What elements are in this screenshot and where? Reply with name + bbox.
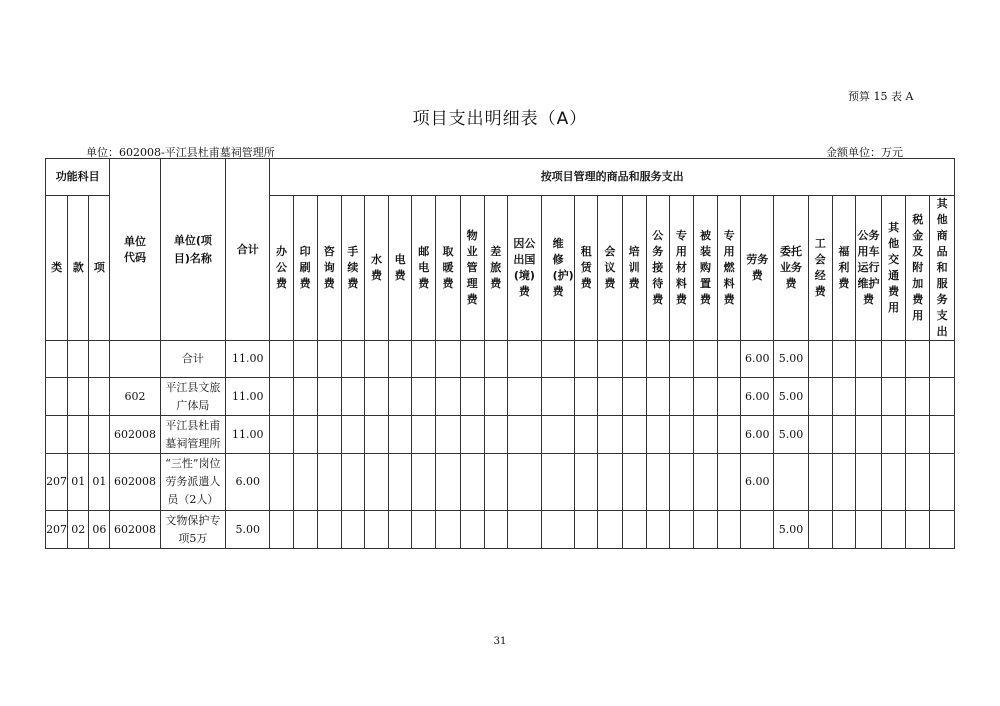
cell-expense <box>718 511 741 549</box>
cell-unit-code <box>110 341 160 378</box>
cell-expense <box>718 341 741 378</box>
cell-expense <box>270 341 293 378</box>
cell-expense <box>507 341 541 378</box>
cell-entrust: 5.00 <box>774 416 808 454</box>
cell-kuan: 01 <box>68 454 89 511</box>
cell-expense <box>882 454 906 511</box>
cell-expense <box>832 378 855 416</box>
cell-expense <box>669 378 693 416</box>
cell-unit-name: “三性”岗位劳务派遣人员（2人） <box>160 454 225 511</box>
cell-expense <box>718 454 741 511</box>
cell-expense <box>507 511 541 549</box>
cell-expense <box>293 511 317 549</box>
cell-expense <box>270 454 293 511</box>
header-expense-col: 差旅费 <box>484 196 507 341</box>
cell-xiang: 06 <box>89 511 110 549</box>
cell-expense <box>412 341 436 378</box>
cell-expense <box>622 341 646 378</box>
cell-expense <box>412 511 436 549</box>
cell-unit-code: 602008 <box>110 454 160 511</box>
cell-total: 11.00 <box>226 378 270 416</box>
cell-expense <box>389 378 412 416</box>
cell-expense <box>693 416 717 454</box>
cell-expense <box>693 511 717 549</box>
cell-expense <box>646 511 669 549</box>
header-expense-col: 劳务费 <box>741 196 774 341</box>
cell-expense <box>293 378 317 416</box>
table-row <box>46 341 955 378</box>
cell-expense <box>507 416 541 454</box>
header-function-subject: 功能科目 <box>46 159 110 196</box>
cell-lei <box>46 378 68 416</box>
cell-expense <box>317 416 341 454</box>
cell-expense <box>293 454 317 511</box>
header-kuan: 款 <box>68 196 89 341</box>
cell-expense <box>718 416 741 454</box>
cell-expense <box>669 416 693 454</box>
cell-expense <box>855 454 881 511</box>
cell-labor: 6.00 <box>741 378 774 416</box>
cell-expense <box>389 511 412 549</box>
cell-expense <box>484 378 507 416</box>
table-reference: 预算 15 表 A <box>848 90 914 103</box>
cell-expense <box>808 341 832 378</box>
header-lei: 类 <box>46 196 68 341</box>
header-expense-col: 水费 <box>364 196 388 341</box>
cell-expense <box>507 454 541 511</box>
cell-expense <box>575 341 598 378</box>
header-unit-name: 单位(项目)名称 <box>160 159 225 341</box>
cell-xiang: 01 <box>89 454 110 511</box>
cell-expense <box>598 416 622 454</box>
cell-expense <box>542 378 575 416</box>
cell-expense <box>364 341 388 378</box>
cell-expense <box>341 511 364 549</box>
cell-entrust: 5.00 <box>774 378 808 416</box>
cell-unit-name: 合计 <box>160 341 225 378</box>
cell-xiang <box>89 341 110 378</box>
header-group: 按项目管理的商品和服务支出 <box>270 159 955 196</box>
unit-label: 单位：602008-平江县杜甫墓祠管理所 <box>86 146 275 159</box>
cell-expense <box>436 416 460 454</box>
cell-expense <box>412 454 436 511</box>
cell-expense <box>460 341 484 378</box>
header-expense-col: 办公费 <box>270 196 293 341</box>
cell-expense <box>598 378 622 416</box>
header-expense-col: 公务接待费 <box>646 196 669 341</box>
cell-unit-code: 602008 <box>110 511 160 549</box>
table-row <box>46 511 955 549</box>
cell-total: 6.00 <box>226 454 270 511</box>
cell-expense <box>270 511 293 549</box>
table-row <box>46 416 955 454</box>
header-expense-col: 会议费 <box>598 196 622 341</box>
page-number: 31 <box>493 636 507 647</box>
cell-expense <box>646 378 669 416</box>
header-expense-col: 取暖费 <box>436 196 460 341</box>
cell-expense <box>832 511 855 549</box>
cell-expense <box>855 341 881 378</box>
cell-expense <box>484 341 507 378</box>
cell-expense <box>598 341 622 378</box>
cell-expense <box>832 341 855 378</box>
header-expense-col: 其他交通费用 <box>882 196 906 341</box>
cell-expense <box>930 454 955 511</box>
cell-unit-code: 602008 <box>110 416 160 454</box>
cell-lei <box>46 341 68 378</box>
cell-expense <box>646 416 669 454</box>
cell-expense <box>930 416 955 454</box>
cell-expense <box>882 416 906 454</box>
header-expense-col: 工会经费 <box>808 196 832 341</box>
header-expense-col: 邮电费 <box>412 196 436 341</box>
cell-expense <box>389 341 412 378</box>
header-expense-col: 因公出国(境)费 <box>507 196 541 341</box>
amount-unit-label: 金额单位：万元 <box>826 146 903 159</box>
cell-expense <box>808 378 832 416</box>
cell-expense <box>906 341 930 378</box>
cell-expense <box>646 454 669 511</box>
cell-lei <box>46 416 68 454</box>
cell-lei: 207 <box>46 511 68 549</box>
cell-expense <box>855 511 881 549</box>
cell-expense <box>389 416 412 454</box>
header-expense-col: 电费 <box>389 196 412 341</box>
cell-expense <box>460 511 484 549</box>
cell-expense <box>598 511 622 549</box>
cell-expense <box>622 454 646 511</box>
header-expense-col: 公务用车运行维护费 <box>855 196 881 341</box>
cell-unit-name: 平江县杜甫墓祠管理所 <box>160 416 225 454</box>
cell-xiang <box>89 416 110 454</box>
cell-expense <box>669 511 693 549</box>
cell-expense <box>575 378 598 416</box>
cell-expense <box>882 511 906 549</box>
cell-expense <box>622 378 646 416</box>
cell-xiang <box>89 378 110 416</box>
cell-expense <box>930 378 955 416</box>
header-expense-col: 维修(护)费 <box>542 196 575 341</box>
cell-expense <box>341 341 364 378</box>
cell-expense <box>906 511 930 549</box>
cell-expense <box>364 454 388 511</box>
cell-expense <box>364 416 388 454</box>
cell-expense <box>389 454 412 511</box>
header-unit-code: 单位代码 <box>110 159 160 341</box>
cell-kuan <box>68 378 89 416</box>
header-expense-col: 专用燃料费 <box>718 196 741 341</box>
cell-expense <box>270 416 293 454</box>
header-total: 合计 <box>226 159 270 341</box>
cell-expense <box>484 511 507 549</box>
header-expense-col: 福利费 <box>832 196 855 341</box>
cell-expense <box>669 341 693 378</box>
cell-expense <box>808 454 832 511</box>
cell-expense <box>669 454 693 511</box>
cell-expense <box>460 454 484 511</box>
cell-expense <box>622 416 646 454</box>
expense-table <box>45 158 955 549</box>
cell-expense <box>906 378 930 416</box>
cell-expense <box>882 341 906 378</box>
cell-expense <box>436 511 460 549</box>
cell-expense <box>317 378 341 416</box>
cell-expense <box>436 341 460 378</box>
cell-expense <box>622 511 646 549</box>
cell-labor: 6.00 <box>741 341 774 378</box>
cell-expense <box>693 454 717 511</box>
cell-expense <box>460 378 484 416</box>
table-row <box>46 454 955 511</box>
cell-expense <box>507 378 541 416</box>
header-expense-col: 手续费 <box>341 196 364 341</box>
header-expense-col: 印刷费 <box>293 196 317 341</box>
cell-expense <box>693 378 717 416</box>
cell-expense <box>341 416 364 454</box>
cell-expense <box>460 416 484 454</box>
header-expense-col: 委托业务费 <box>774 196 808 341</box>
cell-expense <box>364 511 388 549</box>
cell-expense <box>341 378 364 416</box>
cell-kuan <box>68 341 89 378</box>
cell-expense <box>598 454 622 511</box>
cell-expense <box>575 416 598 454</box>
cell-labor: 6.00 <box>741 416 774 454</box>
cell-labor: 6.00 <box>741 454 774 511</box>
cell-expense <box>293 341 317 378</box>
cell-labor <box>741 511 774 549</box>
cell-expense <box>646 341 669 378</box>
cell-kuan <box>68 416 89 454</box>
cell-expense <box>906 416 930 454</box>
header-expense-col: 租赁费 <box>575 196 598 341</box>
header-xiang: 项 <box>89 196 110 341</box>
cell-expense <box>808 511 832 549</box>
cell-expense <box>542 454 575 511</box>
cell-expense <box>412 378 436 416</box>
cell-expense <box>693 341 717 378</box>
cell-expense <box>808 416 832 454</box>
cell-total: 11.00 <box>226 341 270 378</box>
cell-expense <box>930 511 955 549</box>
cell-total: 11.00 <box>226 416 270 454</box>
cell-total: 5.00 <box>226 511 270 549</box>
cell-lei: 207 <box>46 454 68 511</box>
cell-expense <box>882 378 906 416</box>
cell-expense <box>317 454 341 511</box>
cell-entrust: 5.00 <box>774 511 808 549</box>
cell-expense <box>832 416 855 454</box>
cell-expense <box>930 341 955 378</box>
cell-expense <box>542 341 575 378</box>
cell-expense <box>484 454 507 511</box>
header-expense-col: 培训费 <box>622 196 646 341</box>
cell-expense <box>364 378 388 416</box>
page-title: 项目支出明细表（A） <box>412 109 588 129</box>
header-expense-col: 税金及附加费用 <box>906 196 930 341</box>
cell-expense <box>855 416 881 454</box>
cell-expense <box>436 378 460 416</box>
cell-expense <box>341 454 364 511</box>
cell-expense <box>317 511 341 549</box>
cell-unit-code: 602 <box>110 378 160 416</box>
cell-expense <box>906 454 930 511</box>
cell-expense <box>575 454 598 511</box>
cell-expense <box>317 341 341 378</box>
cell-expense <box>436 454 460 511</box>
cell-expense <box>270 378 293 416</box>
cell-expense <box>718 378 741 416</box>
cell-expense <box>855 378 881 416</box>
cell-expense <box>484 416 507 454</box>
header-expense-col: 其他商品和服务支出 <box>930 196 955 341</box>
cell-unit-name: 文物保护专项5万 <box>160 511 225 549</box>
cell-expense <box>832 454 855 511</box>
cell-entrust: 5.00 <box>774 341 808 378</box>
cell-expense <box>542 511 575 549</box>
header-expense-col: 物业管理费 <box>460 196 484 341</box>
cell-expense <box>293 416 317 454</box>
header-expense-col: 被装购置费 <box>693 196 717 341</box>
table-row <box>46 378 955 416</box>
cell-entrust <box>774 454 808 511</box>
cell-unit-name: 平江县文旅广体局 <box>160 378 225 416</box>
header-expense-col: 咨询费 <box>317 196 341 341</box>
cell-expense <box>542 416 575 454</box>
cell-expense <box>575 511 598 549</box>
header-expense-col: 专用材料费 <box>669 196 693 341</box>
cell-kuan: 02 <box>68 511 89 549</box>
cell-expense <box>412 416 436 454</box>
